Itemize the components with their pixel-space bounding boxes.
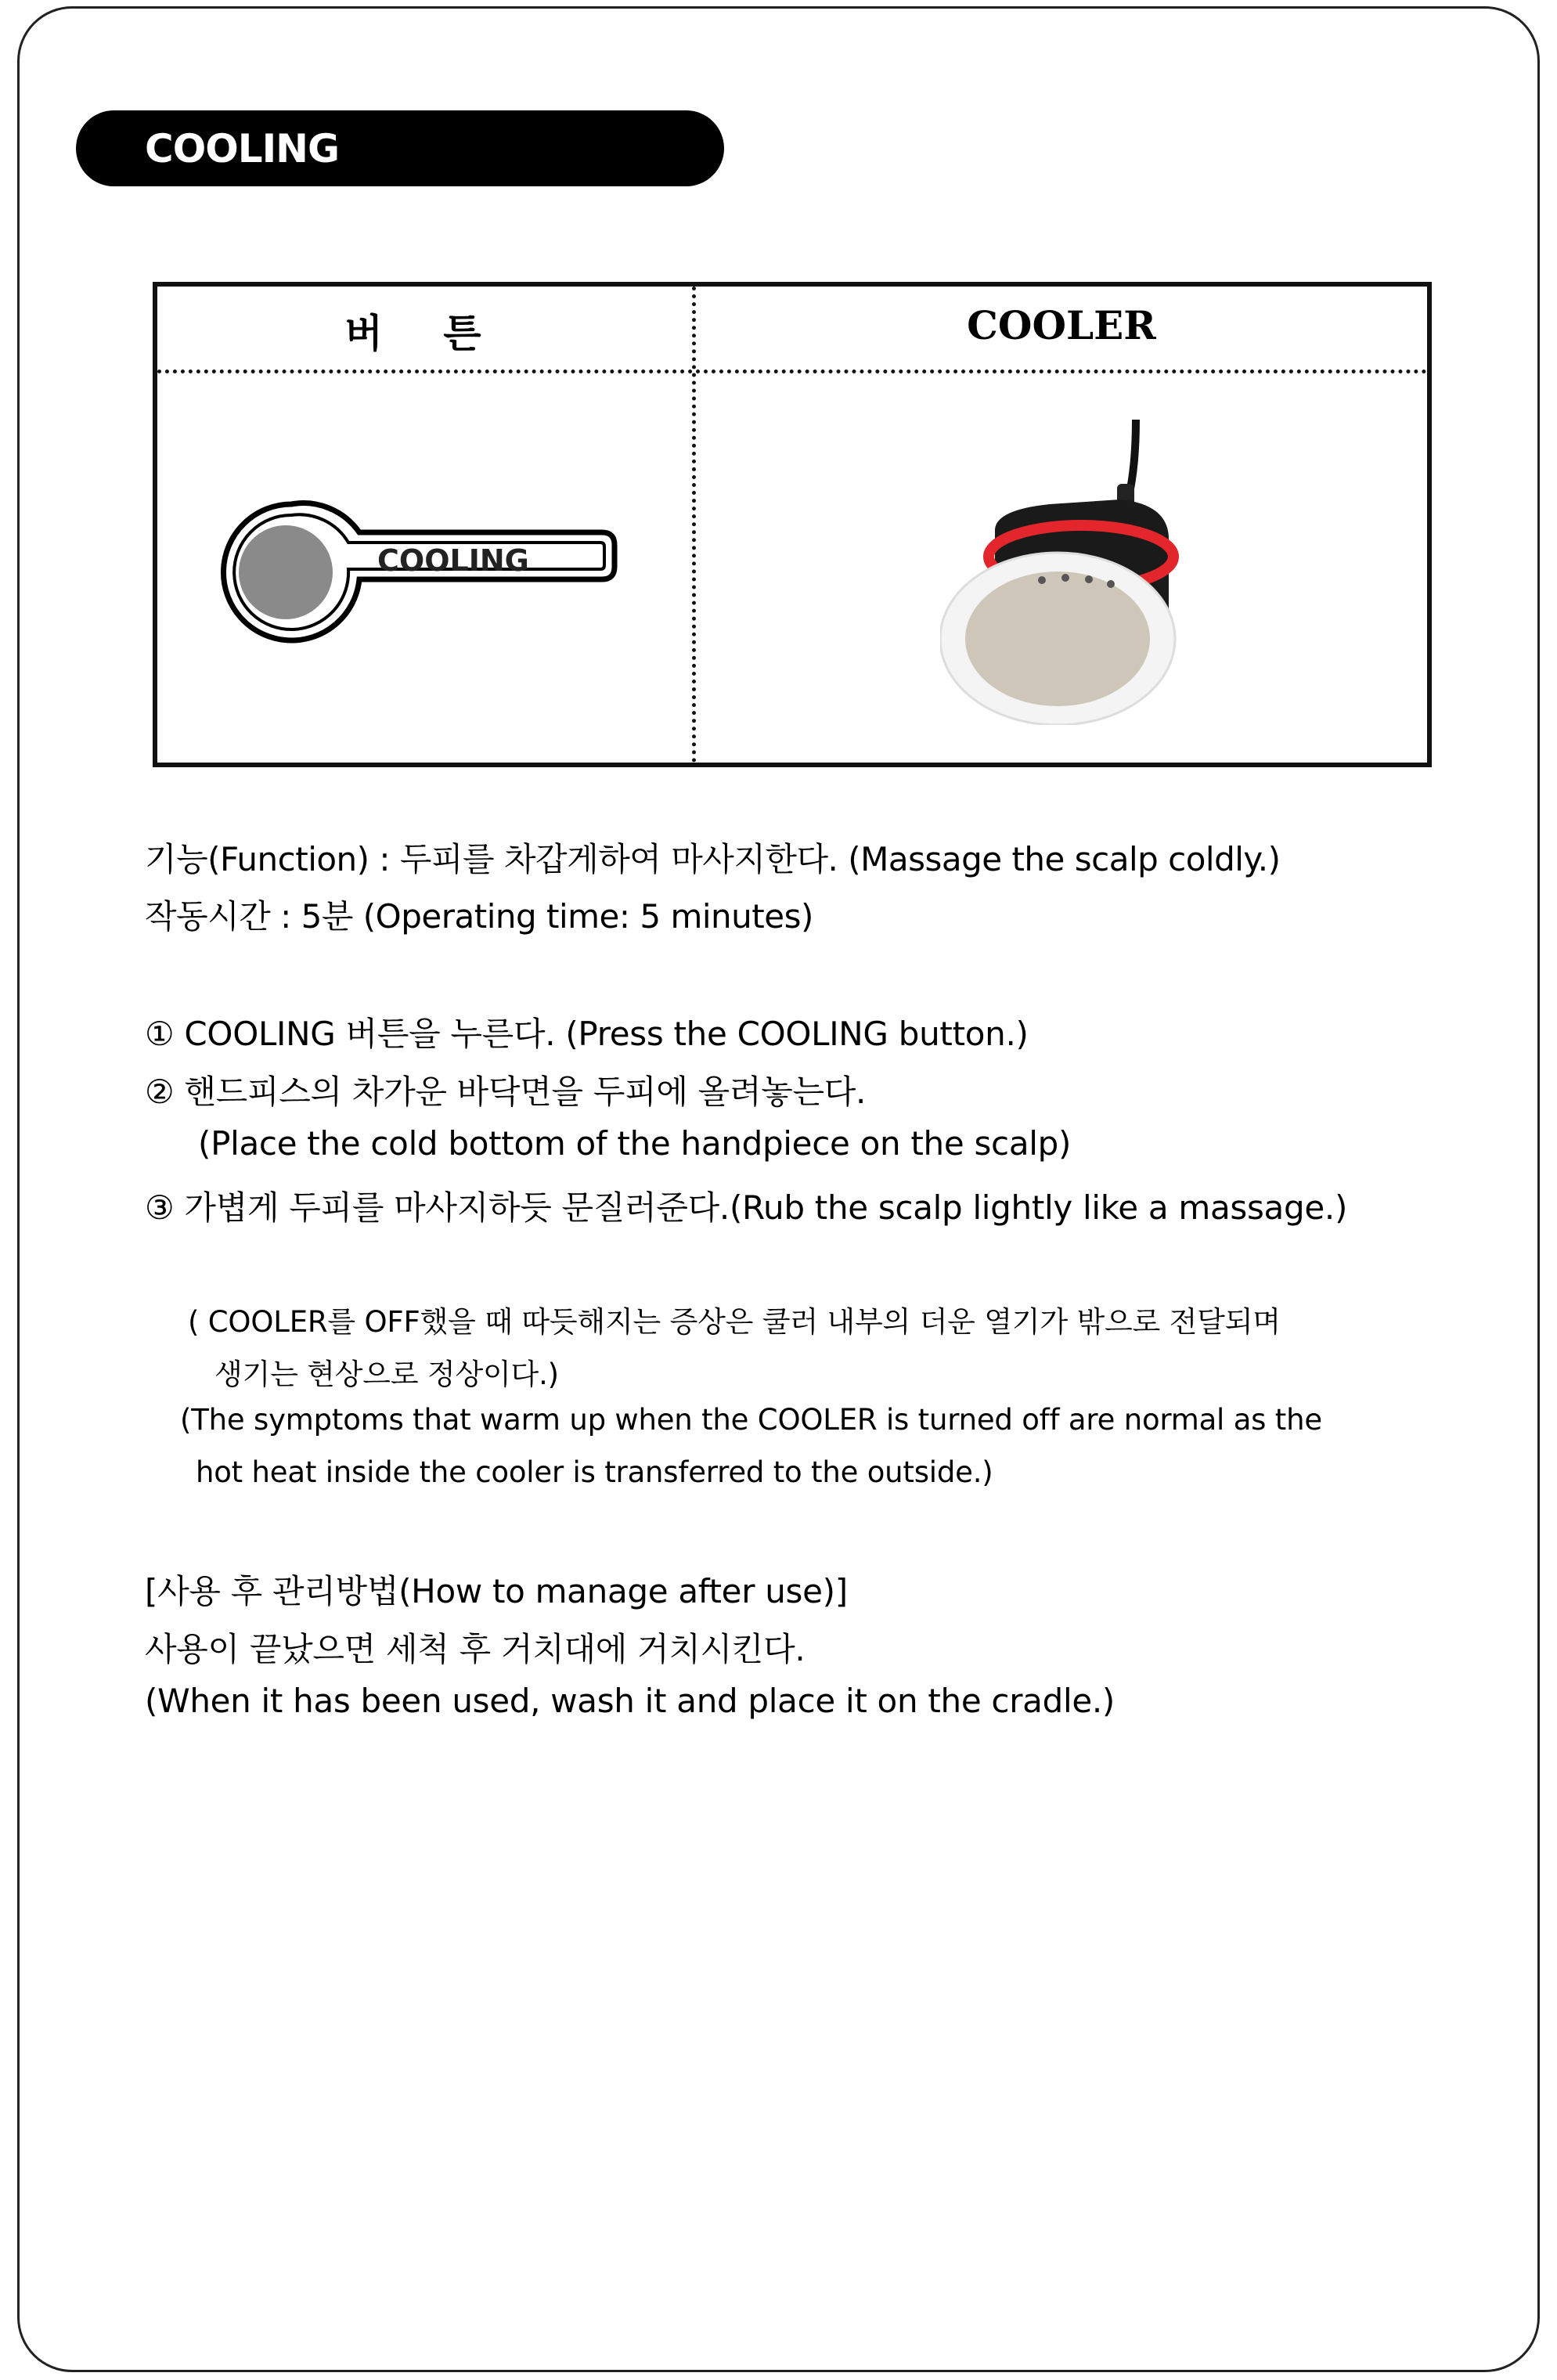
note-line-3: (The symptoms that warm up when the COOLER is turned off are normal as the	[180, 1403, 1322, 1437]
section-title-pill	[76, 110, 724, 186]
header-cooler: COOLER	[967, 302, 1156, 348]
cooler-handpiece-image	[940, 412, 1222, 728]
note-line-2: 생기는 현상으로 정상이다.)	[214, 1358, 559, 1391]
care-line-1: 사용이 끝났으면 세척 후 거치대에 거치시킨다.	[145, 1630, 806, 1668]
function-line: 기능(Function) : 두피를 차갑게하여 마사지한다. (Massage the scalp coldly.)	[145, 840, 1281, 878]
header-divider	[157, 370, 1427, 373]
button-circle-icon	[239, 525, 333, 619]
operating-time-line: 작동시간 : 5분 (Operating time: 5 minutes)	[145, 897, 813, 936]
column-divider	[692, 287, 696, 763]
step-3: ③ 가볍게 두피를 마사지하듯 문질러준다.(Rub the scalp lightly like a massage.)	[145, 1188, 1348, 1227]
step-2-english: (Place the cold bottom of the handpiece on the scalp)	[198, 1124, 1072, 1163]
step-1: ① COOLING 버튼을 누른다. (Press the COOLING button.)	[145, 1015, 1029, 1053]
button-label: COOLING	[377, 543, 529, 578]
note-line-4: hot heat inside the cooler is transferred to the outside.)	[196, 1455, 993, 1489]
header-button: 버 튼	[344, 310, 505, 356]
care-line-2: (When it has been used, wash it and place it on the cradle.)	[145, 1682, 1115, 1720]
care-heading: [사용 후 관리방법(How to manage after use)]	[145, 1572, 848, 1610]
button-cooler-table	[153, 282, 1432, 767]
section-title: COOLING	[145, 126, 340, 171]
step-2: ② 핸드피스의 차가운 바닥면을 두피에 올려놓는다.	[145, 1073, 867, 1111]
note-line-1: ( COOLER를 OFF했을 때 따듯해지는 증상은 쿨러 내부의 더운 열기가 밖으로 전달되며	[188, 1305, 1281, 1339]
cooling-button-illustration	[217, 498, 624, 650]
